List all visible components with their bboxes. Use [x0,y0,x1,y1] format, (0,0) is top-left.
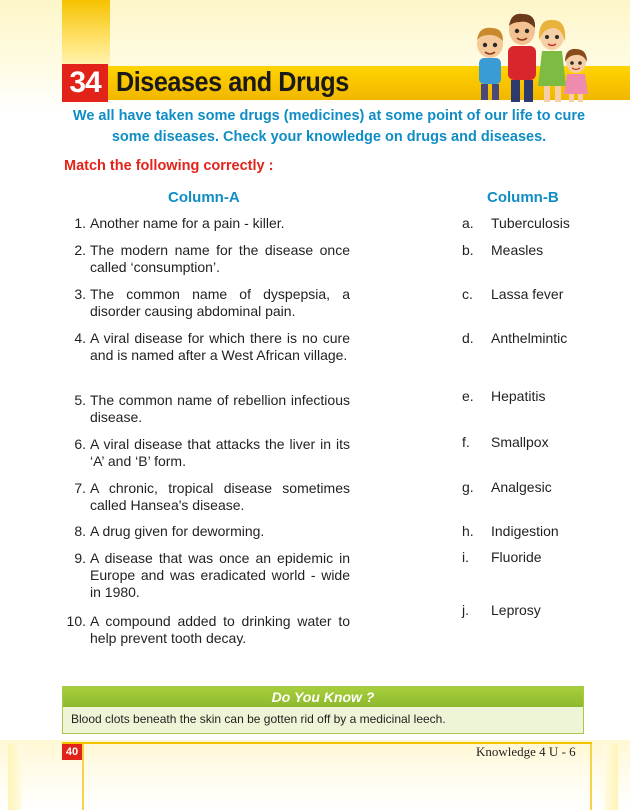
item-text: Hepatitis [491,388,546,404]
footer-stripe-decoration [82,744,84,810]
item-text: Analgesic [491,479,552,495]
item-letter: d. [462,330,474,346]
column-b-heading: Column-B [487,189,559,206]
item-text: Smallpox [491,434,549,450]
intro-paragraph: We all have taken some drugs (medicines) at some point of our life to cure some diseases. Check your knowledge on drugs and diseases. [72,108,586,145]
item-letter: b. [462,242,474,258]
item-number: 5. [74,392,86,408]
footer-stripe-decoration [590,744,592,810]
item-number: 6. [74,436,86,452]
item-number: 7. [74,480,86,496]
item-number: 9. [74,550,86,566]
item-text: A viral disease for which there is no cure and is named after a West African village. [90,330,350,363]
man-figure [508,14,536,102]
item-number: 3. [74,286,86,302]
item-letter: j. [462,602,469,618]
item-text: Measles [491,242,544,258]
cartoon-family-illustration [466,4,590,104]
item-text: Another name for a pain - killer. [90,215,285,231]
item-text: A chronic, tropical disease sometimes called Hansea's disease. [90,480,350,513]
item-letter: f. [462,434,470,450]
column-a-heading: Column-A [168,189,240,206]
item-text: Fluoride [491,549,542,565]
chapter-number: 34 [62,64,108,102]
item-text: Indigestion [491,523,559,539]
item-text: The common name of dyspepsia, a disorder causing abdominal pain. [90,286,350,319]
item-letter: a. [462,215,474,231]
item-text: Leprosy [491,602,541,618]
item-text: Lassa fever [491,286,564,302]
series-name: Knowledge 4 U - 6 [476,744,576,759]
do-you-know-heading: Do You Know ? [63,687,583,707]
item-letter: g. [462,479,474,495]
footer-stripe-decoration [604,744,618,810]
page-number: 40 [62,744,82,760]
item-number: 1. [74,215,86,231]
header-tab-decoration [62,0,110,68]
item-number: 8. [74,523,86,539]
item-number: 4. [74,330,86,346]
item-letter: i. [462,549,469,565]
item-letter: e. [462,388,474,404]
item-text: Tuberculosis [491,215,570,231]
item-number: 10. [66,613,86,629]
item-text: A disease that was once an epidemic in Europe and was eradicated world - wide in 1980. [90,550,350,600]
item-text: The common name of rebellion infectious disease. [90,392,350,425]
do-you-know-text: Blood clots beneath the skin can be gotten rid off by a medicinal leech. [71,712,446,726]
item-text: Anthelmintic [491,330,568,346]
item-text: A drug given for deworming. [90,523,265,539]
item-letter: h. [462,523,474,539]
do-you-know-box [62,686,584,734]
girl-figure [564,49,588,102]
item-text: A viral disease that attacks the liver in its ‘A’ and ‘B’ form. [90,436,350,469]
item-number: 2. [74,242,86,258]
item-text: A compound added to drinking water to help prevent tooth decay. [90,613,350,646]
footer-stripe-decoration [8,744,22,810]
boy-figure [477,28,503,100]
item-letter: c. [462,286,473,302]
woman-figure [538,20,566,102]
instruction: Match the following correctly : [64,158,274,174]
item-text: The modern name for the disease once called ‘consumption’. [90,242,350,275]
chapter-title: Diseases and Drugs [116,66,349,97]
